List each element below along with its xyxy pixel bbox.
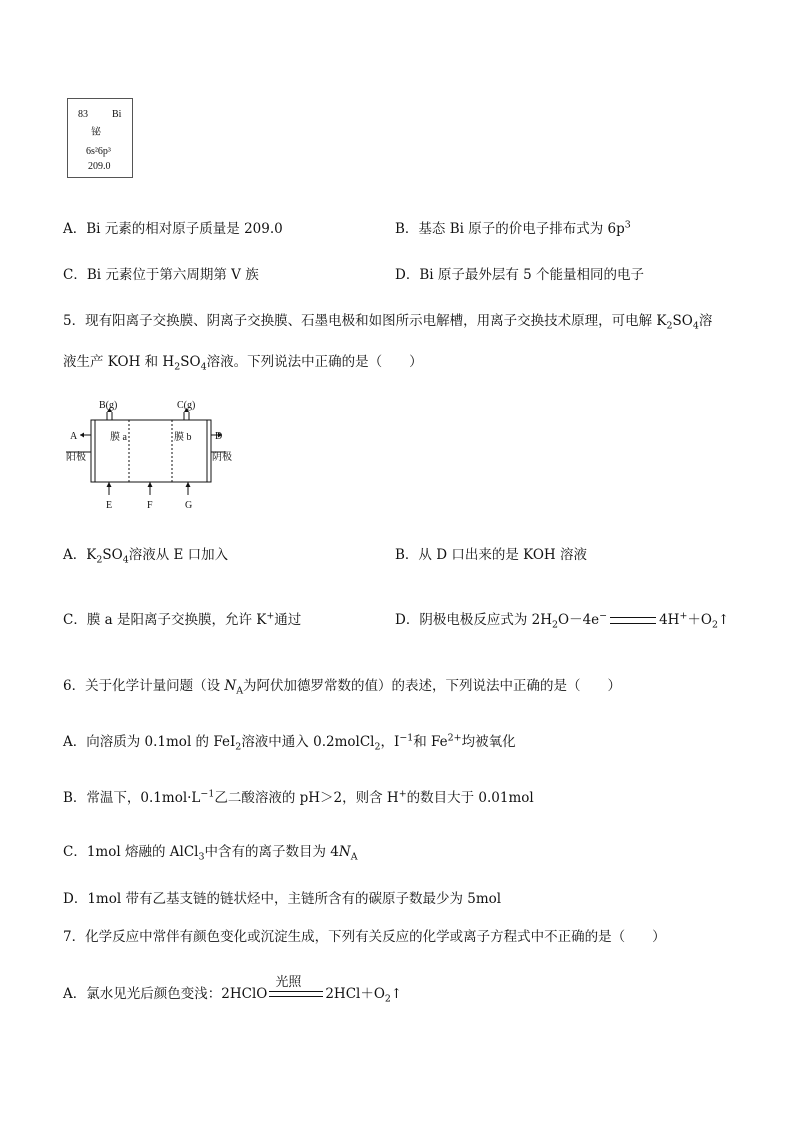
q5-option-b: B．从 D 口出来的是 KOH 溶液: [395, 547, 587, 563]
label-c-gas: C(g): [177, 400, 196, 411]
q7-stem: 7．化学反应中常伴有颜色变化或沉淀生成，下列有关反应的化学或离子方程式中不正确的是（ ）: [63, 929, 666, 945]
label-g: G: [185, 500, 193, 511]
label-d: D: [215, 431, 223, 442]
atomic-number: 83: [78, 109, 88, 120]
electrolysis-cell-figure: [66, 398, 232, 514]
q6-option-b: B．常温下，$0.1mol\cdot L^{-1}$乙二酸溶液的 pH＞2，则含 H+的数目大于 0.01mol: [63, 788, 534, 806]
q6-stem: 6．关于化学计量问题（设 $N_A$为阿伏加德罗常数的值）的表述，下列说法中正确的是（ ）: [63, 678, 622, 697]
label-cathode: 阴极: [212, 452, 232, 463]
q5-option-a: A．$K_2SO_4$溶液从 E 口加入: [63, 547, 229, 566]
label-f: F: [147, 500, 153, 511]
q5-stem-line2: 液生产 KOH 和 $H_2SO_4$溶液。下列说法中正确的是（ ）: [63, 354, 423, 373]
q4-option-c: C．Bi 元素位于第六周期第 V 族: [63, 267, 259, 283]
label-b-gas: B(g): [99, 400, 118, 411]
label-membrane-b: 膜 b: [174, 432, 192, 443]
q7-option-a: A．氯水见光后颜色变浅：2HClO 光照 $2HCl+O_2↑$: [63, 982, 402, 1002]
label-e: E: [106, 500, 113, 511]
element-card: [67, 98, 133, 178]
q6-option-c: C．1mol 熔融的 AlCl$_3$中含有的离子数目为 $4N_A$: [63, 844, 358, 863]
q5-stem-line1: 5．现有阳离子交换膜、阴离子交换膜、石墨电极和如图所示电解槽，用离子交换技术原理，可电解 $K_2SO_4$溶: [63, 313, 713, 332]
label-anode: 阳极: [66, 452, 86, 463]
q4-option-d: D．Bi 原子最外层有 5 个能量相同的电子: [395, 267, 645, 283]
q6-option-a: A．向溶质为 0.1mol 的 FeI$_2$溶液中通入 0.2molCl$_2$，$I^{-1}$和 $Fe^{2+}$均被氧化: [63, 732, 516, 753]
q4-option-a: A．Bi 元素的相对原子质量是 209.0: [63, 221, 283, 237]
element-symbol: Bi: [112, 109, 122, 120]
q6-option-d: D．1mol 带有乙基支链的链状烃中，主链所含有的碳原子数最少为 5mol: [63, 891, 502, 907]
q5-option-d: D．阴极电极反应式为 $2H_2O-4e^-$ $4H^++O_2↑$: [395, 610, 730, 631]
reaction-condition: 光照: [275, 974, 302, 990]
label-membrane-a: 膜 a: [110, 432, 127, 443]
q5-option-c: C．膜 a 是阳离子交换膜，允许 K+通过: [63, 610, 302, 628]
label-a: A: [70, 431, 78, 442]
electron-config: 6s²6p³: [86, 146, 111, 157]
q4-option-b: B．基态 Bi 原子的价电子排布式为 $6p^3$: [395, 219, 631, 237]
atomic-mass: 209.0: [88, 161, 111, 172]
element-name: 铋: [91, 127, 101, 138]
